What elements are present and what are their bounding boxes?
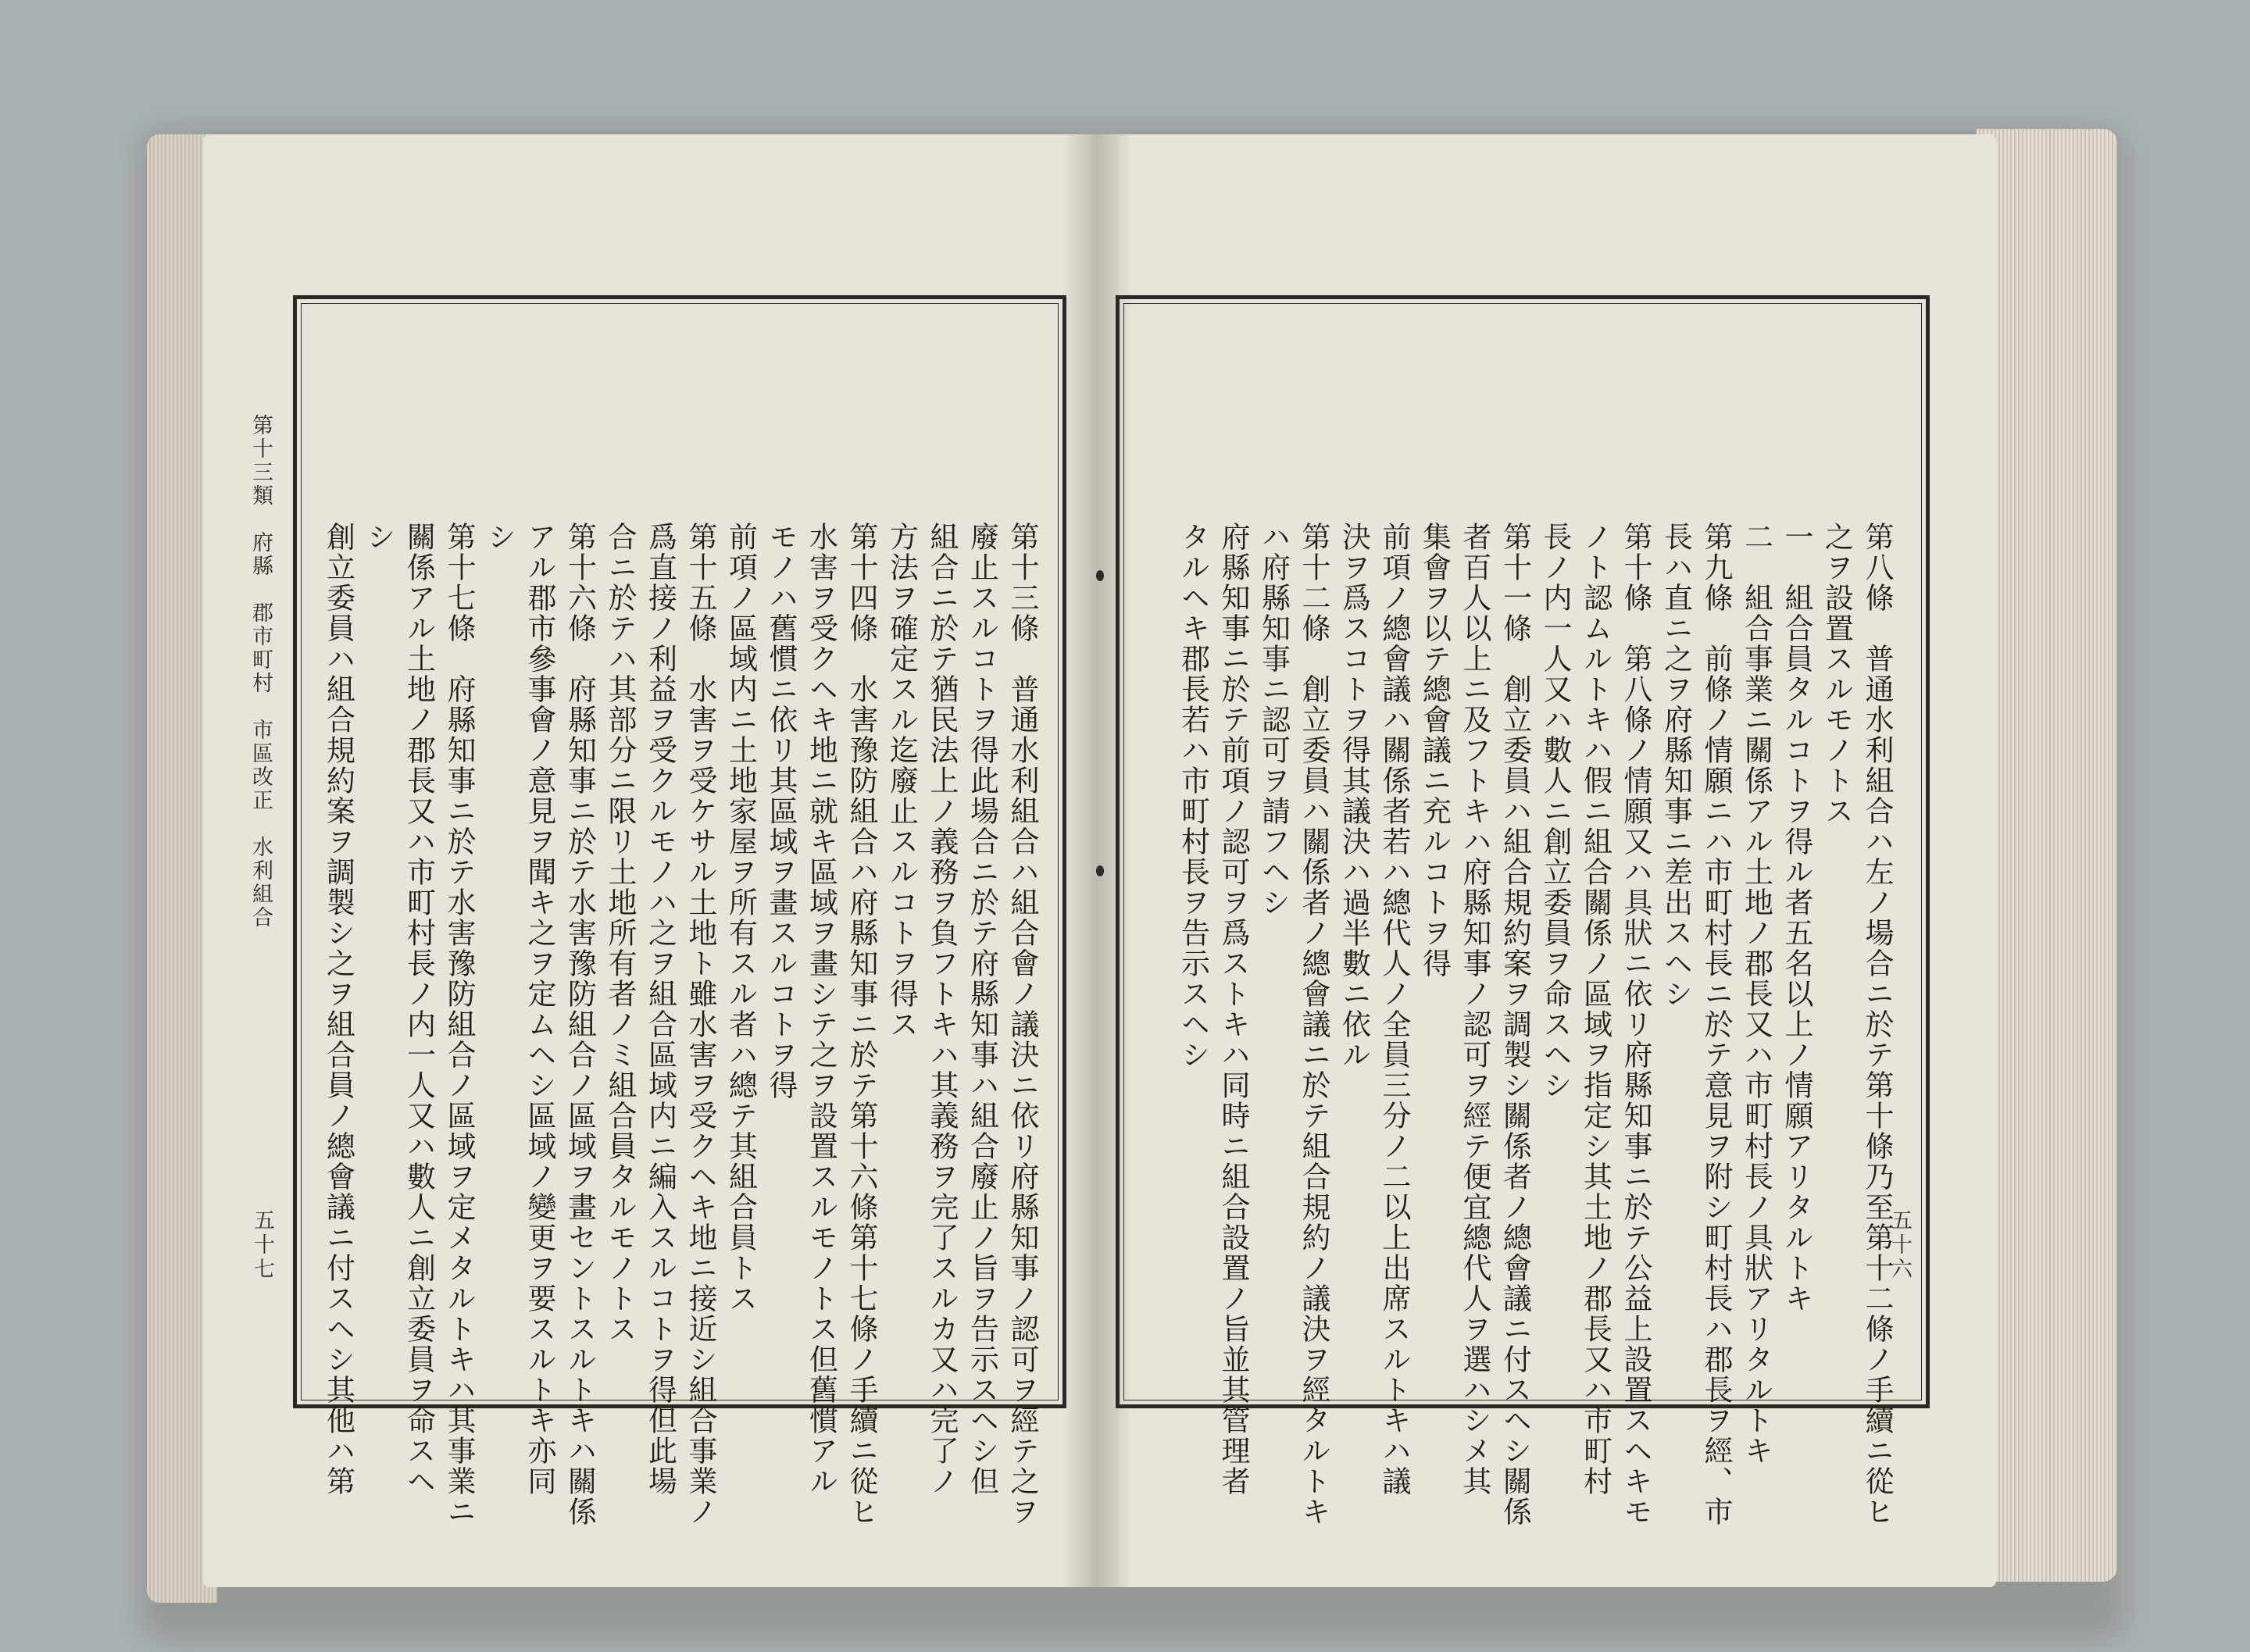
- text-column: 一 組合員タルコトヲ得ル者五名以上ノ情願アリタルトキ: [1780, 522, 1813, 1314]
- text-column: 第十六條 府縣知事ニ於テ水害豫防組合ノ區域ヲ畫セントスルトキハ關係: [562, 522, 597, 1527]
- text-column: 之ヲ設置スルモノトス: [1820, 522, 1854, 826]
- text-column: ハ府縣知事ニ認可ヲ請フヘシ: [1256, 522, 1291, 918]
- text-column: 第十七條 府縣知事ニ於テ水害豫防組合ノ區域ヲ定メタルトキハ其事業ニ: [442, 522, 476, 1527]
- text-column: 組合ニ於テ猶民法上ノ義務ヲ負フトキハ其義務ヲ完了スルカ又ハ完了ノ: [925, 522, 959, 1497]
- text-column: 合ニ於テハ其部分ニ限リ土地所有者ノミ組合員タルモノトス: [603, 522, 637, 1344]
- text-column: 方法ヲ確定スル迄廢止スルコトヲ得ス: [884, 522, 919, 1040]
- text-column: アル郡市參事會ノ意見ヲ聞キ之ヲ定ムヘシ區域ノ變更ヲ要スルトキ亦同: [523, 522, 556, 1497]
- binding-hole: [1096, 865, 1104, 876]
- right-page-edges: [1977, 129, 2117, 1582]
- text-column: 第十二條 創立委員ハ關係者ノ總會議ニ於テ組合規約ノ議決ヲ經タルトキ: [1297, 522, 1330, 1527]
- text-column: 決ヲ爲スコトヲ得其議決ハ過半數ニ依ル: [1337, 522, 1371, 1070]
- left-page-number: 五十七: [250, 1209, 274, 1282]
- text-column: 府縣知事ニ於テ前項ノ認可ヲ爲ストキハ同時ニ組合設置ノ旨並其管理者: [1216, 522, 1250, 1497]
- text-column: シ: [482, 522, 516, 552]
- text-column: 第十一條 創立委員ハ組合規約案ヲ調製シ關係者ノ總會議ニ付スヘシ關係: [1498, 522, 1532, 1527]
- text-column: 二 組合事業ニ關係アル土地ノ郡長又ハ市町村長ノ具狀アリタルトキ: [1739, 522, 1773, 1466]
- running-head: 第十三類 府縣 郡市町村 市區改正 水利組合: [248, 414, 273, 929]
- text-column: 創立委員ハ組合規約案ヲ調製シ之ヲ組合員ノ總會議ニ付スヘシ其他ハ第: [321, 522, 355, 1497]
- text-column: 長ノ内一人又ハ數人ニ創立委員ヲ命スヘシ: [1538, 522, 1572, 1101]
- text-column: 第十四條 水害豫防組合ハ府縣知事ニ於テ第十六條第十七條ノ手續ニ從ヒ: [845, 522, 878, 1527]
- text-column: 第十五條 水害ヲ受ケサル土地ト雖水害ヲ受クヘキ地ニ接近シ組合事業ノ: [684, 522, 717, 1527]
- text-column: 水害ヲ受クヘキ地ニ就キ區域ヲ畫シテ之ヲ設置スルモノトス但舊慣アル: [804, 522, 838, 1497]
- text-column: ノト認ムルトキハ假ニ組合關係ノ區域ヲ指定シ其土地ノ郡長又ハ市町村: [1578, 522, 1612, 1497]
- text-column: 廢止スルコトヲ得此場合ニ於テ府縣知事ハ組合廢止ノ旨ヲ告示スヘシ但: [965, 522, 999, 1497]
- text-column: 爲直接ノ利益ヲ受クルモノハ之ヲ組合區域内ニ編入スルコトヲ得但此場: [643, 522, 677, 1497]
- text-column: タルヘキ郡長若ハ市町村長ヲ告示スヘシ: [1176, 522, 1210, 1070]
- text-column: 關係アル土地ノ郡長又ハ市町村長ノ内一人又ハ數人ニ創立委員ヲ命スヘ: [402, 522, 436, 1497]
- text-column: 第十條 第八條ノ情願又ハ具狀ニ依リ府縣知事ニ於テ公益上設置スヘキモ: [1619, 522, 1652, 1527]
- text-column: モノハ舊慣ニ依リ其區域ヲ畫スルコトヲ得: [764, 522, 798, 1101]
- text-column: 第十三條 普通水利組合ハ組合會ノ議決ニ依リ府縣知事ノ認可ヲ經テ之ヲ: [1005, 522, 1039, 1527]
- right-page-number: 五十六: [1888, 1209, 1912, 1282]
- text-column: シ: [362, 522, 395, 552]
- text-column: 第八條 普通水利組合ハ左ノ場合ニ於テ第十條乃至第十二條ノ手續ニ從ヒ: [1860, 522, 1894, 1527]
- binding-hole: [1096, 570, 1104, 581]
- text-column: 者百人以上ニ及フトキハ府縣知事ノ認可ヲ經テ便宜總代人ヲ選ハシメ其: [1458, 522, 1491, 1497]
- text-column: 長ハ直ニ之ヲ府縣知事ニ差出スヘシ: [1659, 522, 1693, 1009]
- text-column: 前項ノ總會議ハ關係者若ハ總代人ノ全員三分ノ二以上出席スルトキハ議: [1377, 522, 1411, 1497]
- text-column: 前項ノ區域内ニ土地家屋ヲ所有スル者ハ總テ其組合員トス: [723, 522, 758, 1314]
- text-column: 集會ヲ以テ總會議ニ充ルコトヲ得: [1417, 522, 1452, 979]
- text-column: 第九條 前條ノ情願ニハ市町村長ニ於テ意見ヲ附シ町村長ハ郡長ヲ經、市: [1699, 522, 1733, 1527]
